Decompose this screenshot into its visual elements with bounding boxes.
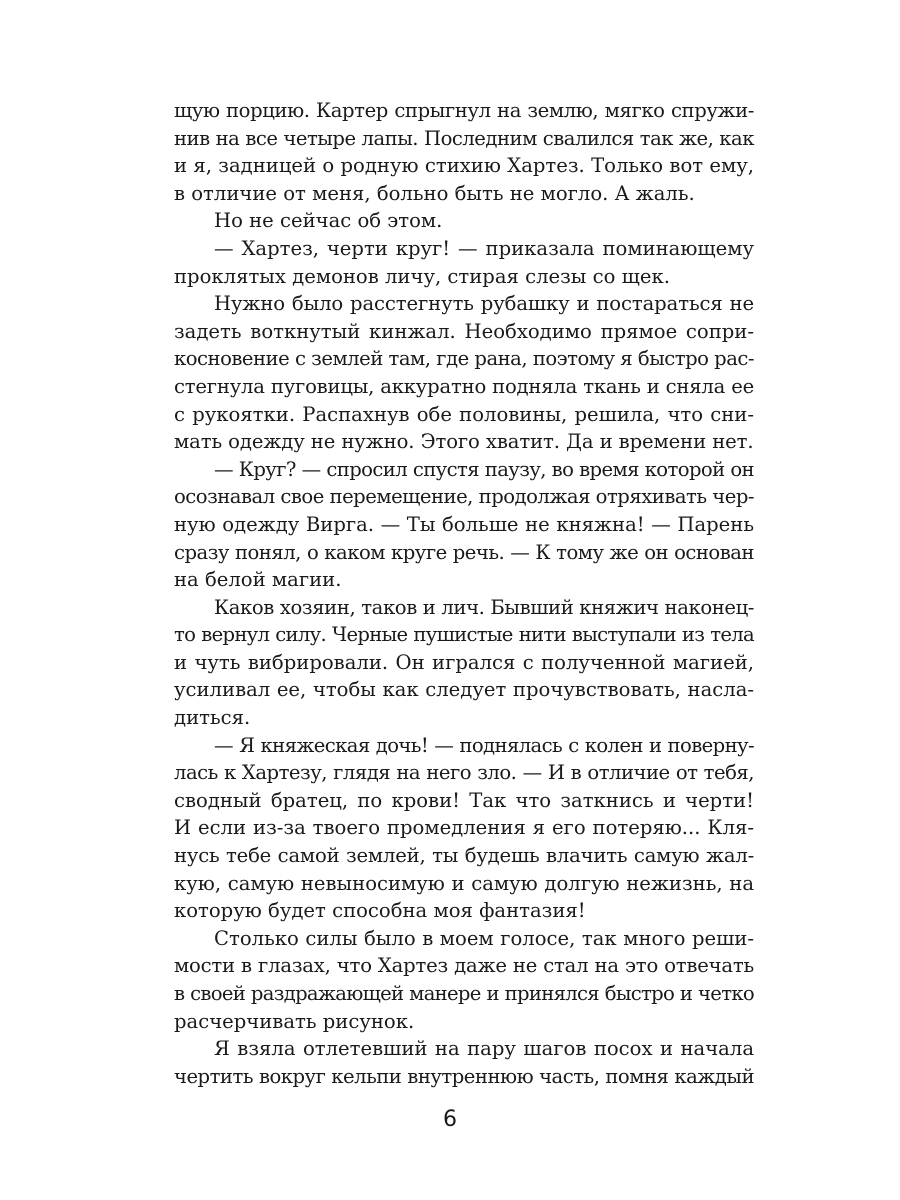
- text-line: задеть воткнутый кинжал. Необходимо прямое сопри-: [174, 319, 754, 343]
- text-line: которую будет способна моя фантазия!: [174, 899, 586, 923]
- text-line: в своей раздражающей манере и принялся быстро и четко: [174, 982, 754, 1005]
- text-line: кую, самую невыносимую и самую долгую нежизнь, на: [174, 871, 754, 895]
- text-line: ную одежду Вирга. — Ты больше не княжна! — Парень: [174, 512, 754, 536]
- text-line: мать одежду не нужно. Этого хватит. Да и времени нет.: [174, 430, 754, 454]
- text-line: диться.: [174, 706, 251, 730]
- text-line: лась к Хартезу, глядя на него зло. — И в отличие от тебя,: [174, 761, 754, 785]
- text-line: щую порцию. Картер спрыгнул на землю, мягко спружи-: [174, 99, 754, 122]
- text-line: И если из-за твоего промедления я его потеряю... Кля-: [174, 816, 754, 840]
- text-line: Но не сейчас об этом.: [214, 209, 443, 233]
- text-line: то вернул силу. Черные пушистые нити выступали из тела: [174, 623, 754, 647]
- text-line: Нужно было расстегнуть рубашку и постараться не: [214, 292, 754, 316]
- text-line: мости в глазах, что Хартез даже не стал на это отвечать: [174, 954, 754, 978]
- text-line: на белой магии.: [174, 568, 342, 592]
- text-line: усиливал ее, чтобы как следует прочувствовать, насла-: [174, 678, 754, 702]
- text-line: Я взяла отлетевший на пару шагов посох и начала: [214, 1037, 754, 1061]
- text-line: и чуть вибрировали. Он игрался с полученной магией,: [174, 650, 754, 674]
- text-line: в отличие от меня, больно быть не могло. А жаль.: [174, 181, 695, 205]
- text-line: стегнула пуговицы, аккуратно подняла ткань и сняла ее: [174, 374, 754, 398]
- text-line: осознавал свое перемещение, продолжая отряхивать чер-: [174, 485, 754, 509]
- text-line: чертить вокруг кельпи внутреннюю часть, помня каждый: [174, 1064, 754, 1088]
- page-number: 6: [443, 1107, 457, 1132]
- text-line: нусь тебе самой землей, ты будешь влачить самую жал-: [174, 844, 754, 868]
- text-line: — Я княжеская дочь! — поднялась с колен и поверну-: [214, 733, 754, 757]
- text-line: Столько силы было в моем голосе, так много реши-: [214, 926, 754, 950]
- text-line: — Хартез, черти круг! — приказала поминающему: [214, 236, 754, 260]
- text-line: косновение с землей там, где рана, поэтому я быстро рас-: [174, 347, 754, 371]
- text-line: проклятых демонов личу, стирая слезы со щек.: [174, 264, 670, 288]
- text-line: расчерчивать рисунок.: [174, 1009, 415, 1033]
- text-line: сразу понял, о каком круге речь. — К тому же он основан: [174, 540, 754, 564]
- body-text: [174, 97, 754, 1090]
- text-line: нив на все четыре лапы. Последним свалился так же, как: [174, 126, 754, 150]
- text-line: Каков хозяин, таков и лич. Бывший княжич наконец-: [214, 595, 754, 619]
- text-line: с рукоятки. Распахнув обе половины, решила, что сни-: [174, 402, 754, 426]
- text-line: и я, задницей о родную стихию Хартез. Только вот ему,: [174, 154, 754, 178]
- text-line: сводный братец, по крови! Так что заткнись и черти!: [174, 788, 754, 812]
- text-line: — Круг? — спросил спустя паузу, во время которой он: [214, 457, 754, 481]
